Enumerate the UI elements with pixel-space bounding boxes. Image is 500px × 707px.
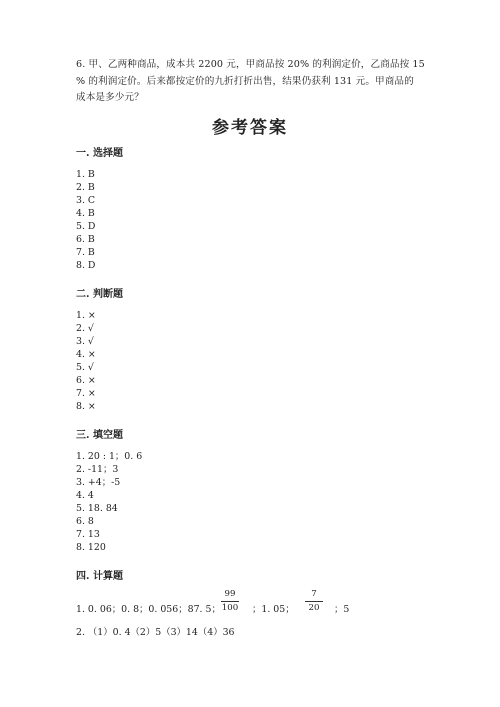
calc-answer-1-part-a: 1. 0. 06；0. 8；0. 056；87. 5；	[76, 604, 221, 615]
fill-answer-6: 6. 8	[76, 516, 94, 527]
question-6-line-1: 6. 甲、乙两种商品，成本共 2200 元，甲商品按 20% 的利润定价，乙商品按 15	[76, 59, 425, 70]
fraction-1-bar	[221, 601, 239, 602]
question-6	[76, 57, 436, 107]
fill-answer-2: 2. -11；3	[76, 464, 119, 475]
judge-answer-8: 8. ×	[76, 401, 96, 412]
question-6-line-3: 成本是多少元？	[76, 92, 144, 103]
choice-answer-7: 7. B	[76, 247, 95, 258]
fraction-2-denominator: 20	[308, 603, 320, 613]
calc-answer-2: 2. （1）0. 4（2）5（3）14（4）36	[76, 627, 235, 638]
judge-answer-4: 4. ×	[76, 349, 96, 360]
fraction-2-numerator: 7	[311, 589, 317, 599]
judge-answer-1: 1. ×	[76, 310, 96, 321]
judge-answer-7: 7. ×	[76, 388, 96, 399]
section-heading-judge: 二. 判断题	[76, 289, 123, 300]
fraction-1-numerator: 99	[224, 589, 236, 599]
calc-fraction-1	[218, 589, 242, 614]
fraction-2-bar	[305, 601, 323, 602]
calc-answer-1-part-c: ；5	[334, 604, 350, 615]
judge-answer-6: 6. ×	[76, 375, 96, 386]
choice-answer-1: 1. B	[76, 169, 95, 180]
judge-answer-2: 2. √	[76, 323, 94, 334]
fill-answer-8: 8. 120	[76, 542, 106, 553]
choice-answer-4: 4. B	[76, 208, 95, 219]
fraction-1-denominator: 100	[221, 603, 239, 613]
answers-title: 参考答案	[212, 118, 288, 138]
fill-answer-7: 7. 13	[76, 529, 100, 540]
section-heading-fill: 三. 填空题	[76, 430, 123, 441]
judge-answer-5: 5. √	[76, 362, 94, 373]
fill-answer-1: 1. 20 : 1；0. 6	[76, 451, 143, 462]
fill-answer-3: 3. +4；-5	[76, 477, 121, 488]
section-heading-choice: 一. 选择题	[76, 148, 123, 159]
calc-answer-1-part-b: ；1. 05；	[252, 604, 295, 615]
choice-answer-8: 8. D	[76, 260, 96, 271]
choice-answer-5: 5. D	[76, 221, 96, 232]
judge-answer-3: 3. √	[76, 336, 94, 347]
question-6-line-2: % 的利润定价。后来都按定价的九折打折出售，结果仍获利 131 元。甲商品的	[76, 75, 414, 87]
choice-answer-3: 3. C	[76, 195, 96, 206]
choice-answer-6: 6. B	[76, 234, 95, 245]
fill-answer-4: 4. 4	[76, 490, 94, 501]
section-heading-calc: 四. 计算题	[76, 571, 123, 582]
calc-fraction-2	[302, 589, 326, 614]
choice-answer-2: 2. B	[76, 182, 95, 193]
fill-answer-5: 5. 18. 84	[76, 503, 118, 514]
